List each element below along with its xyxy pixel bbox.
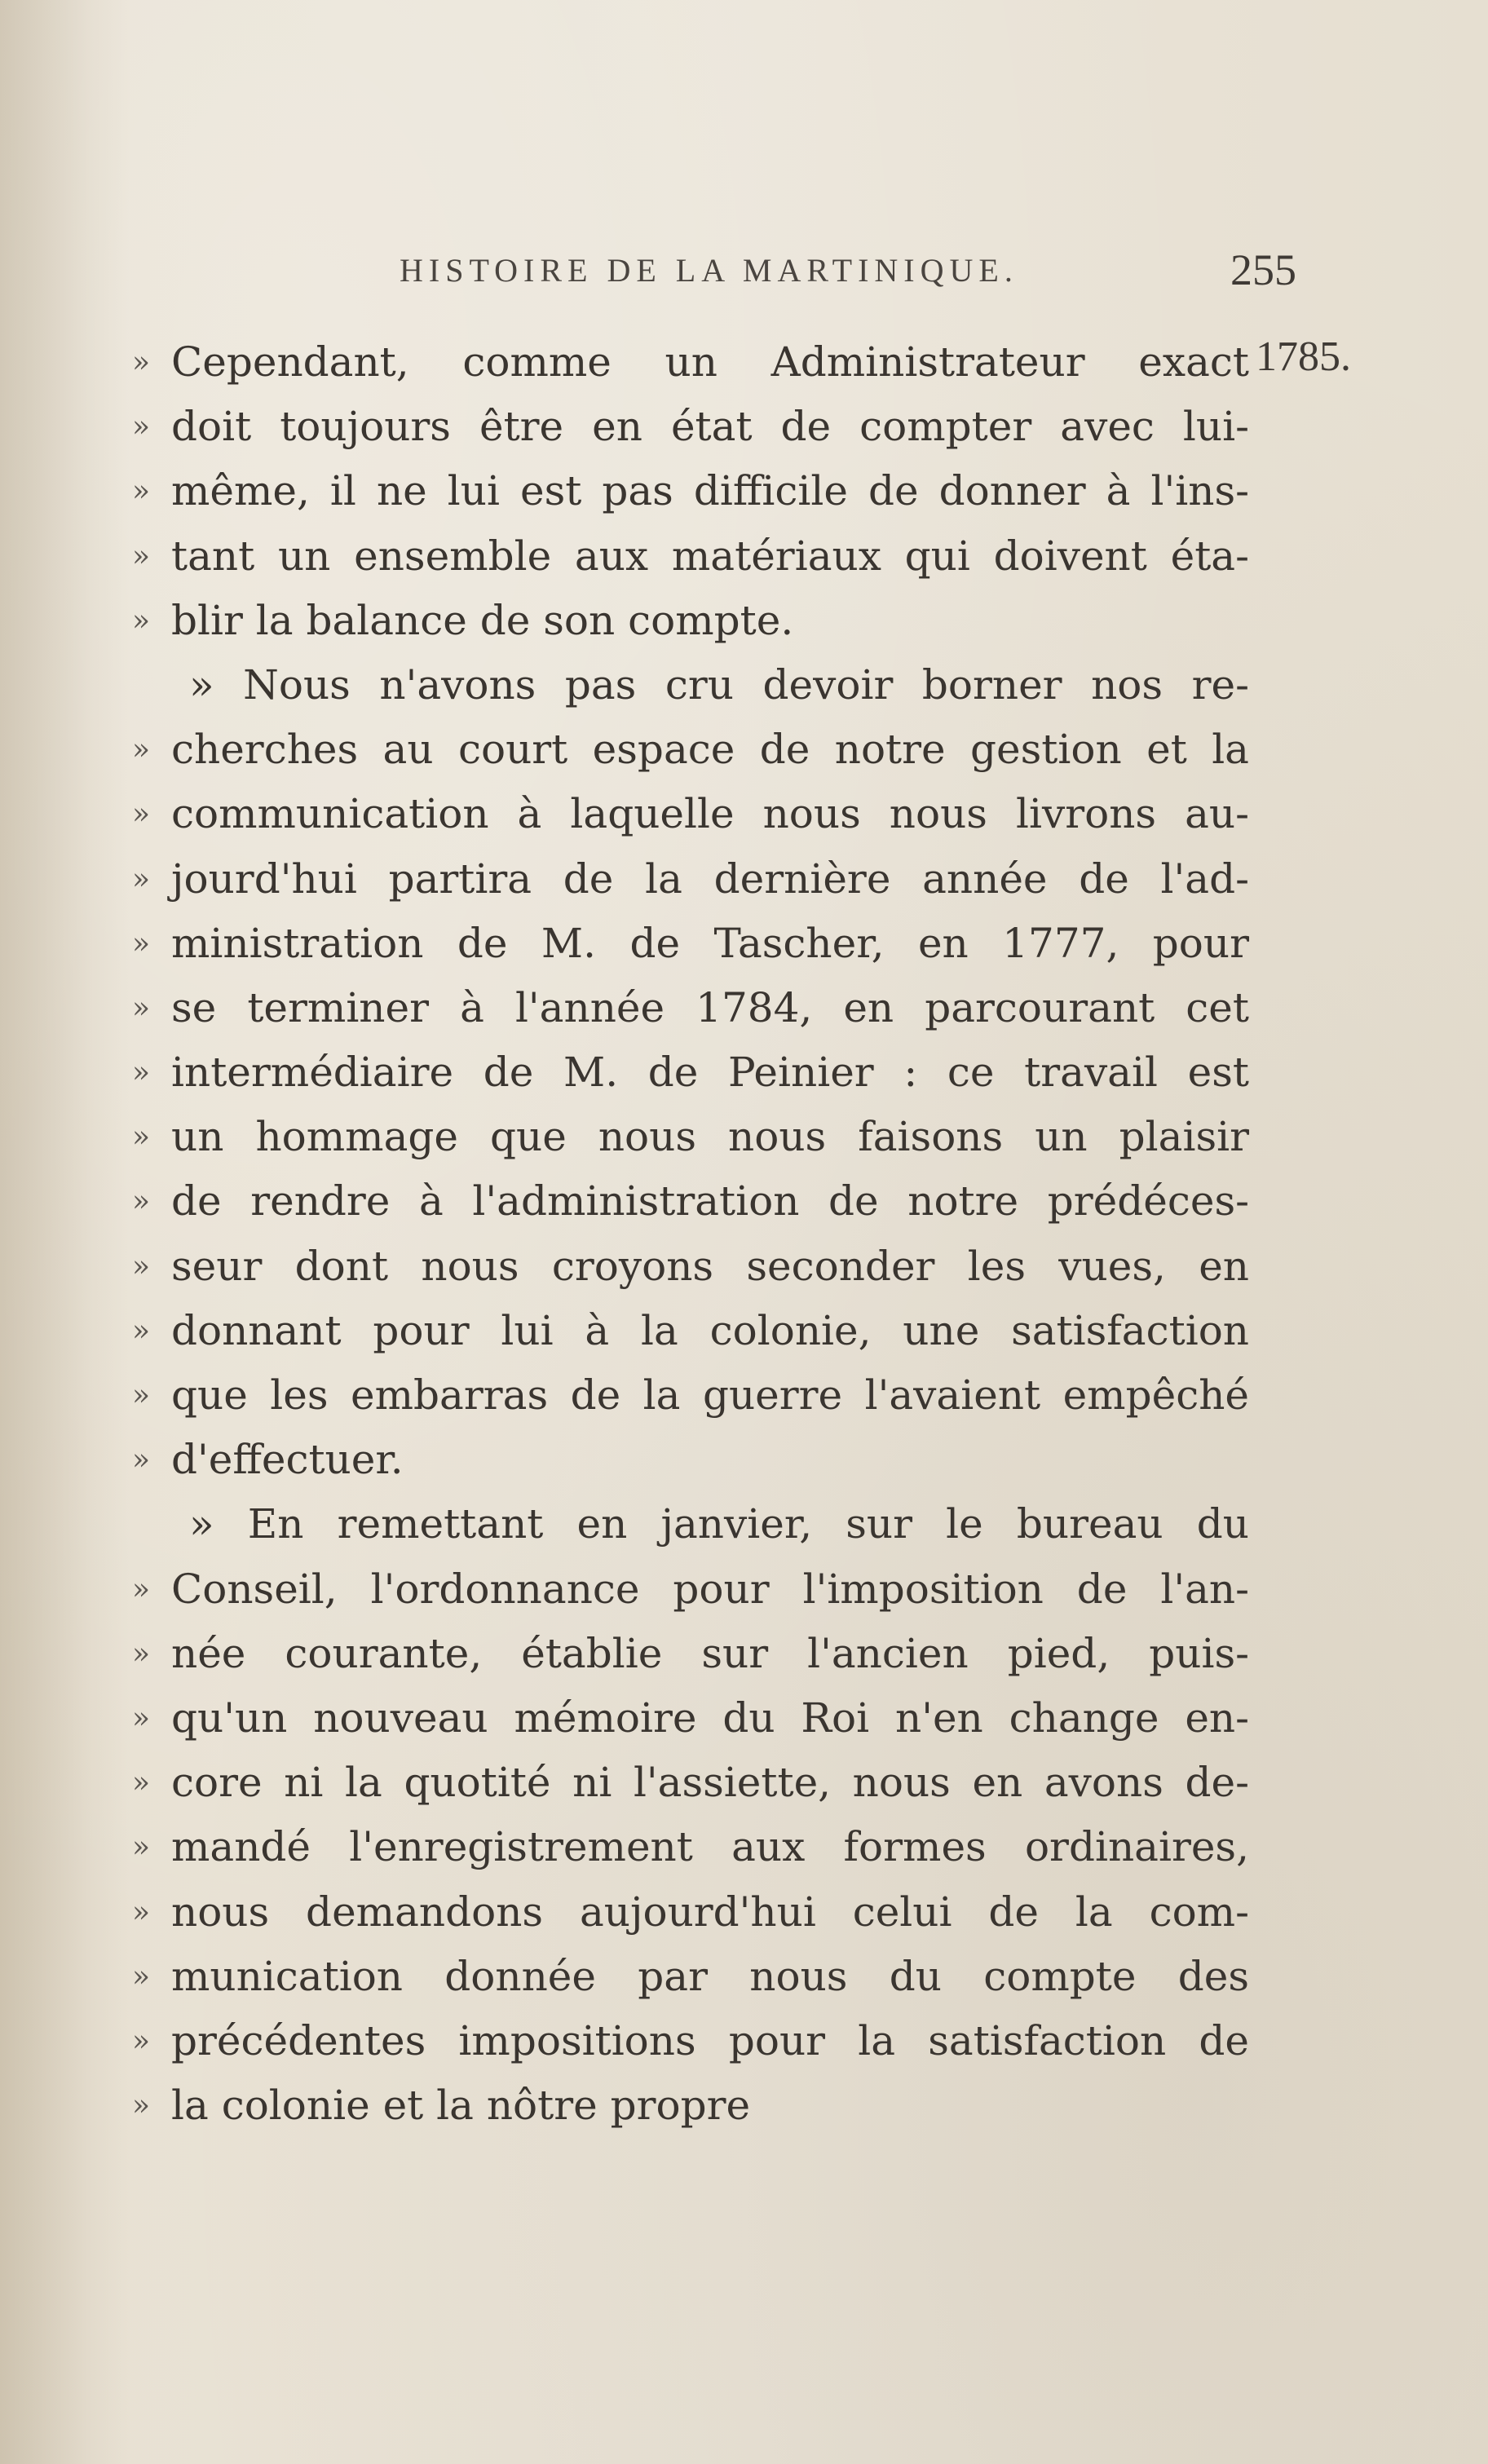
quote-mark: » (132, 1701, 151, 1735)
text-line (132, 1815, 1249, 1879)
text-line (132, 589, 1249, 653)
text-line (132, 1492, 1249, 1557)
quote-mark: » (132, 1249, 151, 1283)
page-header (400, 245, 1296, 302)
quote-mark: » (132, 733, 151, 767)
page-gutter-shadow (0, 0, 130, 2464)
line-text: donnant pour lui à la colonie, une satisfaction (171, 1306, 1249, 1354)
quote-mark: » (132, 1830, 151, 1865)
running-head: HISTOIRE DE LA MARTINIQUE. (400, 252, 1018, 289)
text-line (132, 1169, 1249, 1234)
text-line (132, 1105, 1249, 1169)
quote-mark: » (132, 1766, 151, 1800)
line-text: munication donnée par nous du compte des (171, 1952, 1249, 2000)
quote-mark: » (132, 1572, 151, 1606)
quote-mark: » (132, 410, 151, 444)
line-text: un hommage que nous nous faisons un plaisir (171, 1113, 1249, 1161)
line-text: » Nous n'avons pas cru devoir borner nos re- (189, 660, 1249, 709)
line-text: ministration de M. de Tascher, en 1777, pour (171, 919, 1249, 967)
text-line (132, 1622, 1249, 1686)
text-line (132, 1234, 1249, 1299)
text-line (132, 330, 1249, 395)
text-line (132, 718, 1249, 782)
text-line (132, 1040, 1249, 1105)
line-text: même, il ne lui est pas difficile de donner à l'ins- (171, 467, 1249, 515)
text-line (132, 912, 1249, 976)
quote-mark: » (132, 1056, 151, 1090)
text-line (132, 1557, 1249, 1622)
text-line (132, 1686, 1249, 1751)
quote-mark: » (132, 1120, 151, 1155)
quote-mark: » (132, 1314, 151, 1348)
quote-mark: » (132, 1959, 151, 1994)
line-text: nous demandons aujourd'hui celui de la com- (171, 1888, 1249, 1936)
text-line (132, 1363, 1249, 1428)
line-text: tant un ensemble aux matériaux qui doivent éta- (171, 532, 1249, 580)
quote-mark: » (132, 1443, 151, 1477)
line-text: que les embarras de la guerre l'avaient empêché (171, 1371, 1249, 1419)
quote-mark: » (132, 926, 151, 960)
quote-mark: » (132, 991, 151, 1025)
text-line (132, 1751, 1249, 1815)
text-line (132, 524, 1249, 589)
line-text: blir la balance de son compte. (171, 596, 794, 644)
quote-mark: » (132, 862, 151, 896)
quote-mark: » (132, 1379, 151, 1412)
text-line (132, 459, 1249, 523)
text-line (132, 395, 1249, 459)
quote-mark: » (132, 2024, 151, 2058)
quote-mark: » (132, 475, 151, 509)
quote-mark: » (132, 1185, 151, 1219)
quote-mark: » (132, 2089, 151, 2123)
text-line (132, 2009, 1249, 2073)
text-line (132, 782, 1249, 846)
quote-mark: » (132, 1895, 151, 1929)
line-text: qu'un nouveau mémoire du Roi n'en change en- (171, 1693, 1249, 1742)
line-text: » En remettant en janvier, sur le bureau du (189, 1500, 1249, 1548)
line-text: communication à laquelle nous nous livrons au- (171, 790, 1249, 838)
text-line (132, 1880, 1249, 1945)
line-text: née courante, établie sur l'ancien pied, puis- (171, 1629, 1249, 1677)
text-line (132, 847, 1249, 912)
text-line (132, 976, 1249, 1040)
line-text: jourd'hui partira de la dernière année de l'ad- (171, 854, 1249, 903)
line-text: intermédiaire de M. de Peinier : ce travail est (171, 1049, 1249, 1097)
quote-mark: » (132, 797, 151, 832)
margin-year: 1785. (1256, 333, 1351, 380)
line-text: Conseil, l'ordonnance pour l'imposition de l'an- (171, 1565, 1249, 1613)
line-text: d'effectuer. (171, 1436, 404, 1484)
line-text: précédentes impositions pour la satisfaction de (171, 2016, 1249, 2064)
quote-mark: » (132, 346, 151, 379)
line-text: se terminer à l'année 1784, en parcourant cet (171, 983, 1249, 1031)
text-line (132, 653, 1249, 718)
line-text: seur dont nous croyons seconder les vues, en (171, 1242, 1249, 1290)
line-text: mandé l'enregistrement aux formes ordinaires, (171, 1823, 1249, 1871)
body-text (132, 330, 1249, 2138)
quote-mark: » (132, 603, 151, 638)
text-line (132, 1299, 1249, 1363)
quote-mark: » (132, 1636, 151, 1671)
line-text: Cependant, comme un Administrateur exact (171, 338, 1249, 386)
line-text: cherches au court espace de notre gestion et la (171, 726, 1249, 774)
text-line (132, 1428, 1249, 1492)
line-text: core ni la quotité ni l'assiette, nous en avons de- (171, 1759, 1249, 1807)
quote-mark: » (132, 539, 151, 573)
page-number: 255 (1230, 245, 1296, 294)
line-text: doit toujours être en état de compter avec lui- (171, 403, 1249, 451)
line-text: de rendre à l'administration de notre prédéces- (171, 1177, 1249, 1225)
text-line (132, 2073, 1249, 2138)
text-line (132, 1945, 1249, 2009)
line-text: la colonie et la nôtre propre (171, 2082, 751, 2130)
